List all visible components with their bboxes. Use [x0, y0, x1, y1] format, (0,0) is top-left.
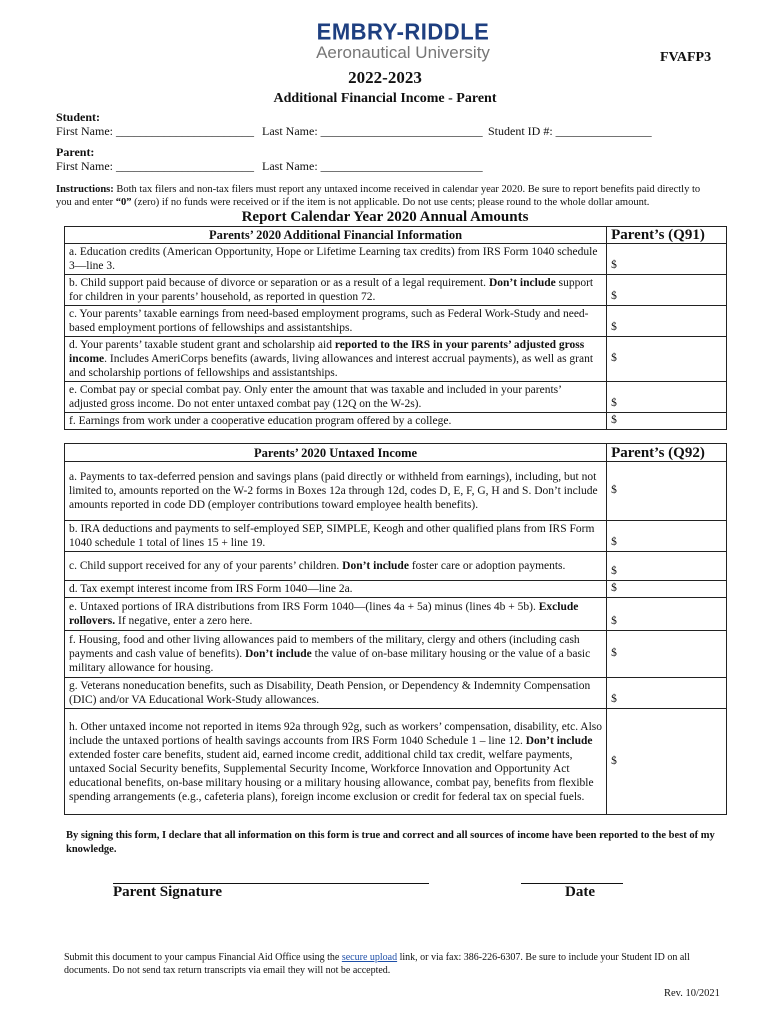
amount-input[interactable]: $: [607, 275, 727, 306]
item-description: [65, 552, 607, 581]
declaration-statement: By signing this form, I declare that all information on this form is true and correct and all sources of income have been reported to the best of my knowledge.: [66, 830, 715, 855]
item-text: the value of on-base military housing or the value of a basic military allowance for housing.: [69, 648, 591, 674]
amount-input[interactable]: $: [607, 382, 727, 413]
table-row: [65, 598, 727, 631]
item-description: [65, 631, 607, 678]
university-logo-wordmark: EMBRY-RIDDLE: [316, 18, 490, 45]
item-description: c. Your parents’ taxable earnings from need-based employment programs, such as Federal Work-Study and need-based employment portions of fellowships and assistantships.: [65, 306, 607, 337]
table-row: [65, 709, 727, 815]
item-text: foster care or adoption payments.: [408, 560, 566, 572]
table-row: [65, 521, 727, 552]
amount-input[interactable]: $: [607, 306, 727, 337]
footer-text-2: link, or via fax: 386-226-6307. Be sure to include your Student ID on all documents. Do not send tax return transcripts via email they will not be accepted.: [64, 952, 690, 976]
table-header-row: [65, 227, 727, 244]
table-row: [65, 306, 727, 337]
revision-date: Rev. 10/2021: [664, 988, 720, 999]
item-emphasis: Exclude rollovers.: [69, 601, 579, 627]
item-text: b. Child support paid because of divorce or separation or as a result of a legal requirement.: [69, 277, 489, 289]
student-id-field[interactable]: Student ID #: ________________: [488, 124, 652, 138]
table-row: [65, 678, 727, 709]
item-emphasis: Don’t include: [244, 648, 312, 660]
aid-year: 2022-2023: [348, 68, 422, 87]
item-emphasis: reported to the IRS in your parents’ adjusted gross income: [69, 339, 585, 365]
date-label: Date: [565, 884, 595, 900]
additional-financial-info-table: [64, 226, 727, 430]
item-text: extended foster care benefits, student aid, earned income credit, additional child tax credit, welfare payments, untaxed Social Security benefits, Supplemental Security Income, Workforce Innovation and Opportunity Act educational benefits, on-base military housing or a military housing allowance, combat pay, benefits from flexible spending arrangements (e.g., cafeteria plans), foreign income exclusion or credit for federal tax on special fuels.: [69, 748, 594, 803]
instructions: [56, 183, 716, 209]
table-row: [65, 581, 727, 598]
item-description: [65, 337, 607, 382]
parent-signature-line[interactable]: [113, 868, 429, 884]
instructions-text-2: (zero) if no funds were received or if the item is not applicable. Do not use cents; please round to the whole dollar amount.: [131, 197, 650, 208]
amount-input[interactable]: $: [607, 337, 727, 382]
item-text: e. Untaxed portions of IRA distributions from IRS Form 1040—(lines 4a + 5a) minus (lines 4b + 5b).: [69, 601, 539, 613]
table-row: [65, 337, 727, 382]
amount-input[interactable]: $: [607, 678, 727, 709]
item-description: e. Combat pay or special combat pay. Only enter the amount that was taxable and included in your parents’ adjusted gross income. Do not enter untaxed combat pay (12Q on the W-2s).: [65, 382, 607, 413]
table-header-description: Parents’ 2020 Untaxed Income: [65, 444, 607, 462]
amount-input[interactable]: $: [607, 462, 727, 521]
instructions-zero: “0”: [115, 197, 132, 208]
table-row: [65, 462, 727, 521]
form-title: Additional Financial Income - Parent: [273, 91, 497, 106]
submission-instructions: [64, 951, 714, 977]
item-description: [65, 598, 607, 631]
item-description: g. Veterans noneducation benefits, such as Disability, Death Pension, or Dependency & Indemnity Compensation (DIC) and/or VA Educational Work-Study allowances.: [65, 678, 607, 709]
table-row: [65, 413, 727, 430]
item-emphasis: Don’t include: [342, 560, 409, 572]
table-header-amount: Parent’s (Q92): [607, 444, 727, 462]
amount-input[interactable]: $: [607, 581, 727, 598]
item-description: [65, 709, 607, 815]
table-row: [65, 382, 727, 413]
table-row: [65, 552, 727, 581]
instructions-text-1: Both tax filers and non-tax filers must report any untaxed income received in calendar year 2020. Be sure to report benefits paid directly to you and enter: [56, 184, 701, 208]
amount-input[interactable]: $: [607, 598, 727, 631]
item-text: f. Housing, food and other living allowances paid to members of the military, clergy and others (including cash payments and cash value of benefits).: [69, 634, 580, 660]
parent-signature-label: Parent Signature: [113, 884, 223, 900]
parent-last-name-field[interactable]: Last Name: ___________________________: [262, 159, 483, 173]
item-description: [65, 275, 607, 306]
table-header-amount: Parent’s (Q91): [607, 227, 727, 244]
table-header-description: Parents’ 2020 Additional Financial Information: [65, 227, 607, 244]
amount-input[interactable]: $: [607, 709, 727, 815]
table-header-row: [65, 444, 727, 462]
item-description: b. IRA deductions and payments to self-employed SEP, SIMPLE, Keogh and other qualified plans from IRS Form 1040 schedule 1 total of lines 15 + line 19.: [65, 521, 607, 552]
student-first-name-field[interactable]: First Name: _______________________: [56, 124, 254, 138]
item-text: support for children in your parents’ household, as reported in question 72.: [69, 277, 594, 303]
form-code: FVAFP3: [660, 50, 712, 65]
item-description: a. Payments to tax-deferred pension and savings plans (paid directly or withheld from earnings), including, but not limited to, amounts reported on the W-2 forms in Boxes 12a through 12d, codes D, E, F, G, H and S. Don’t include amounts reported in code DD (employer contributions toward employee health benefits).: [65, 462, 607, 521]
item-text: If negative, enter a zero here.: [115, 615, 253, 627]
amount-input[interactable]: $: [607, 552, 727, 581]
amount-input[interactable]: $: [607, 521, 727, 552]
table-row: [65, 631, 727, 678]
table-row: [65, 275, 727, 306]
item-description: a. Education credits (American Opportunity, Hope or Lifetime Learning tax credits) from IRS Form 1040 schedule 3—line 3.: [65, 244, 607, 275]
item-text: d. Your parents’ taxable student grant and scholarship aid: [69, 339, 335, 351]
item-description: d. Tax exempt interest income from IRS Form 1040—line 2a.: [65, 581, 607, 598]
item-description: f. Earnings from work under a cooperative education program offered by a college.: [65, 413, 607, 430]
item-text: . Includes AmeriCorps benefits (awards, living allowances and interest accrual payments), as well as grant and scholarship portions of fellowships and assistantships.: [69, 353, 594, 379]
item-text: h. Other untaxed income not reported in items 92a through 92g, such as workers’ compensation, disability, etc. Also include the untaxed portions of health savings accounts from IRS Form 1040 Schedule 1 – line 12.: [69, 720, 603, 747]
item-text: c. Child support received for any of your parents’ children.: [69, 560, 343, 572]
footer-text-1: Submit this document to your campus Financial Aid Office using the: [64, 952, 342, 963]
report-title: Report Calendar Year 2020 Annual Amounts: [241, 209, 529, 225]
amount-input[interactable]: $: [607, 244, 727, 275]
date-line[interactable]: [521, 868, 623, 884]
item-emphasis: Don’t include: [525, 734, 593, 747]
instructions-label: Instructions:: [56, 184, 114, 195]
parent-first-name-field[interactable]: First Name: _______________________: [56, 159, 254, 173]
untaxed-income-table: [64, 443, 727, 815]
secure-upload-link[interactable]: secure upload: [341, 952, 398, 963]
item-emphasis: Don’t include: [488, 277, 556, 289]
table-row: [65, 244, 727, 275]
university-logo-subtitle: Aeronautical University: [316, 43, 490, 62]
student-last-name-field[interactable]: Last Name: ___________________________: [262, 124, 483, 138]
amount-input[interactable]: $: [607, 631, 727, 678]
parent-heading: Parent:: [56, 145, 95, 159]
amount-input[interactable]: $: [607, 413, 727, 430]
student-heading: Student:: [56, 110, 101, 124]
